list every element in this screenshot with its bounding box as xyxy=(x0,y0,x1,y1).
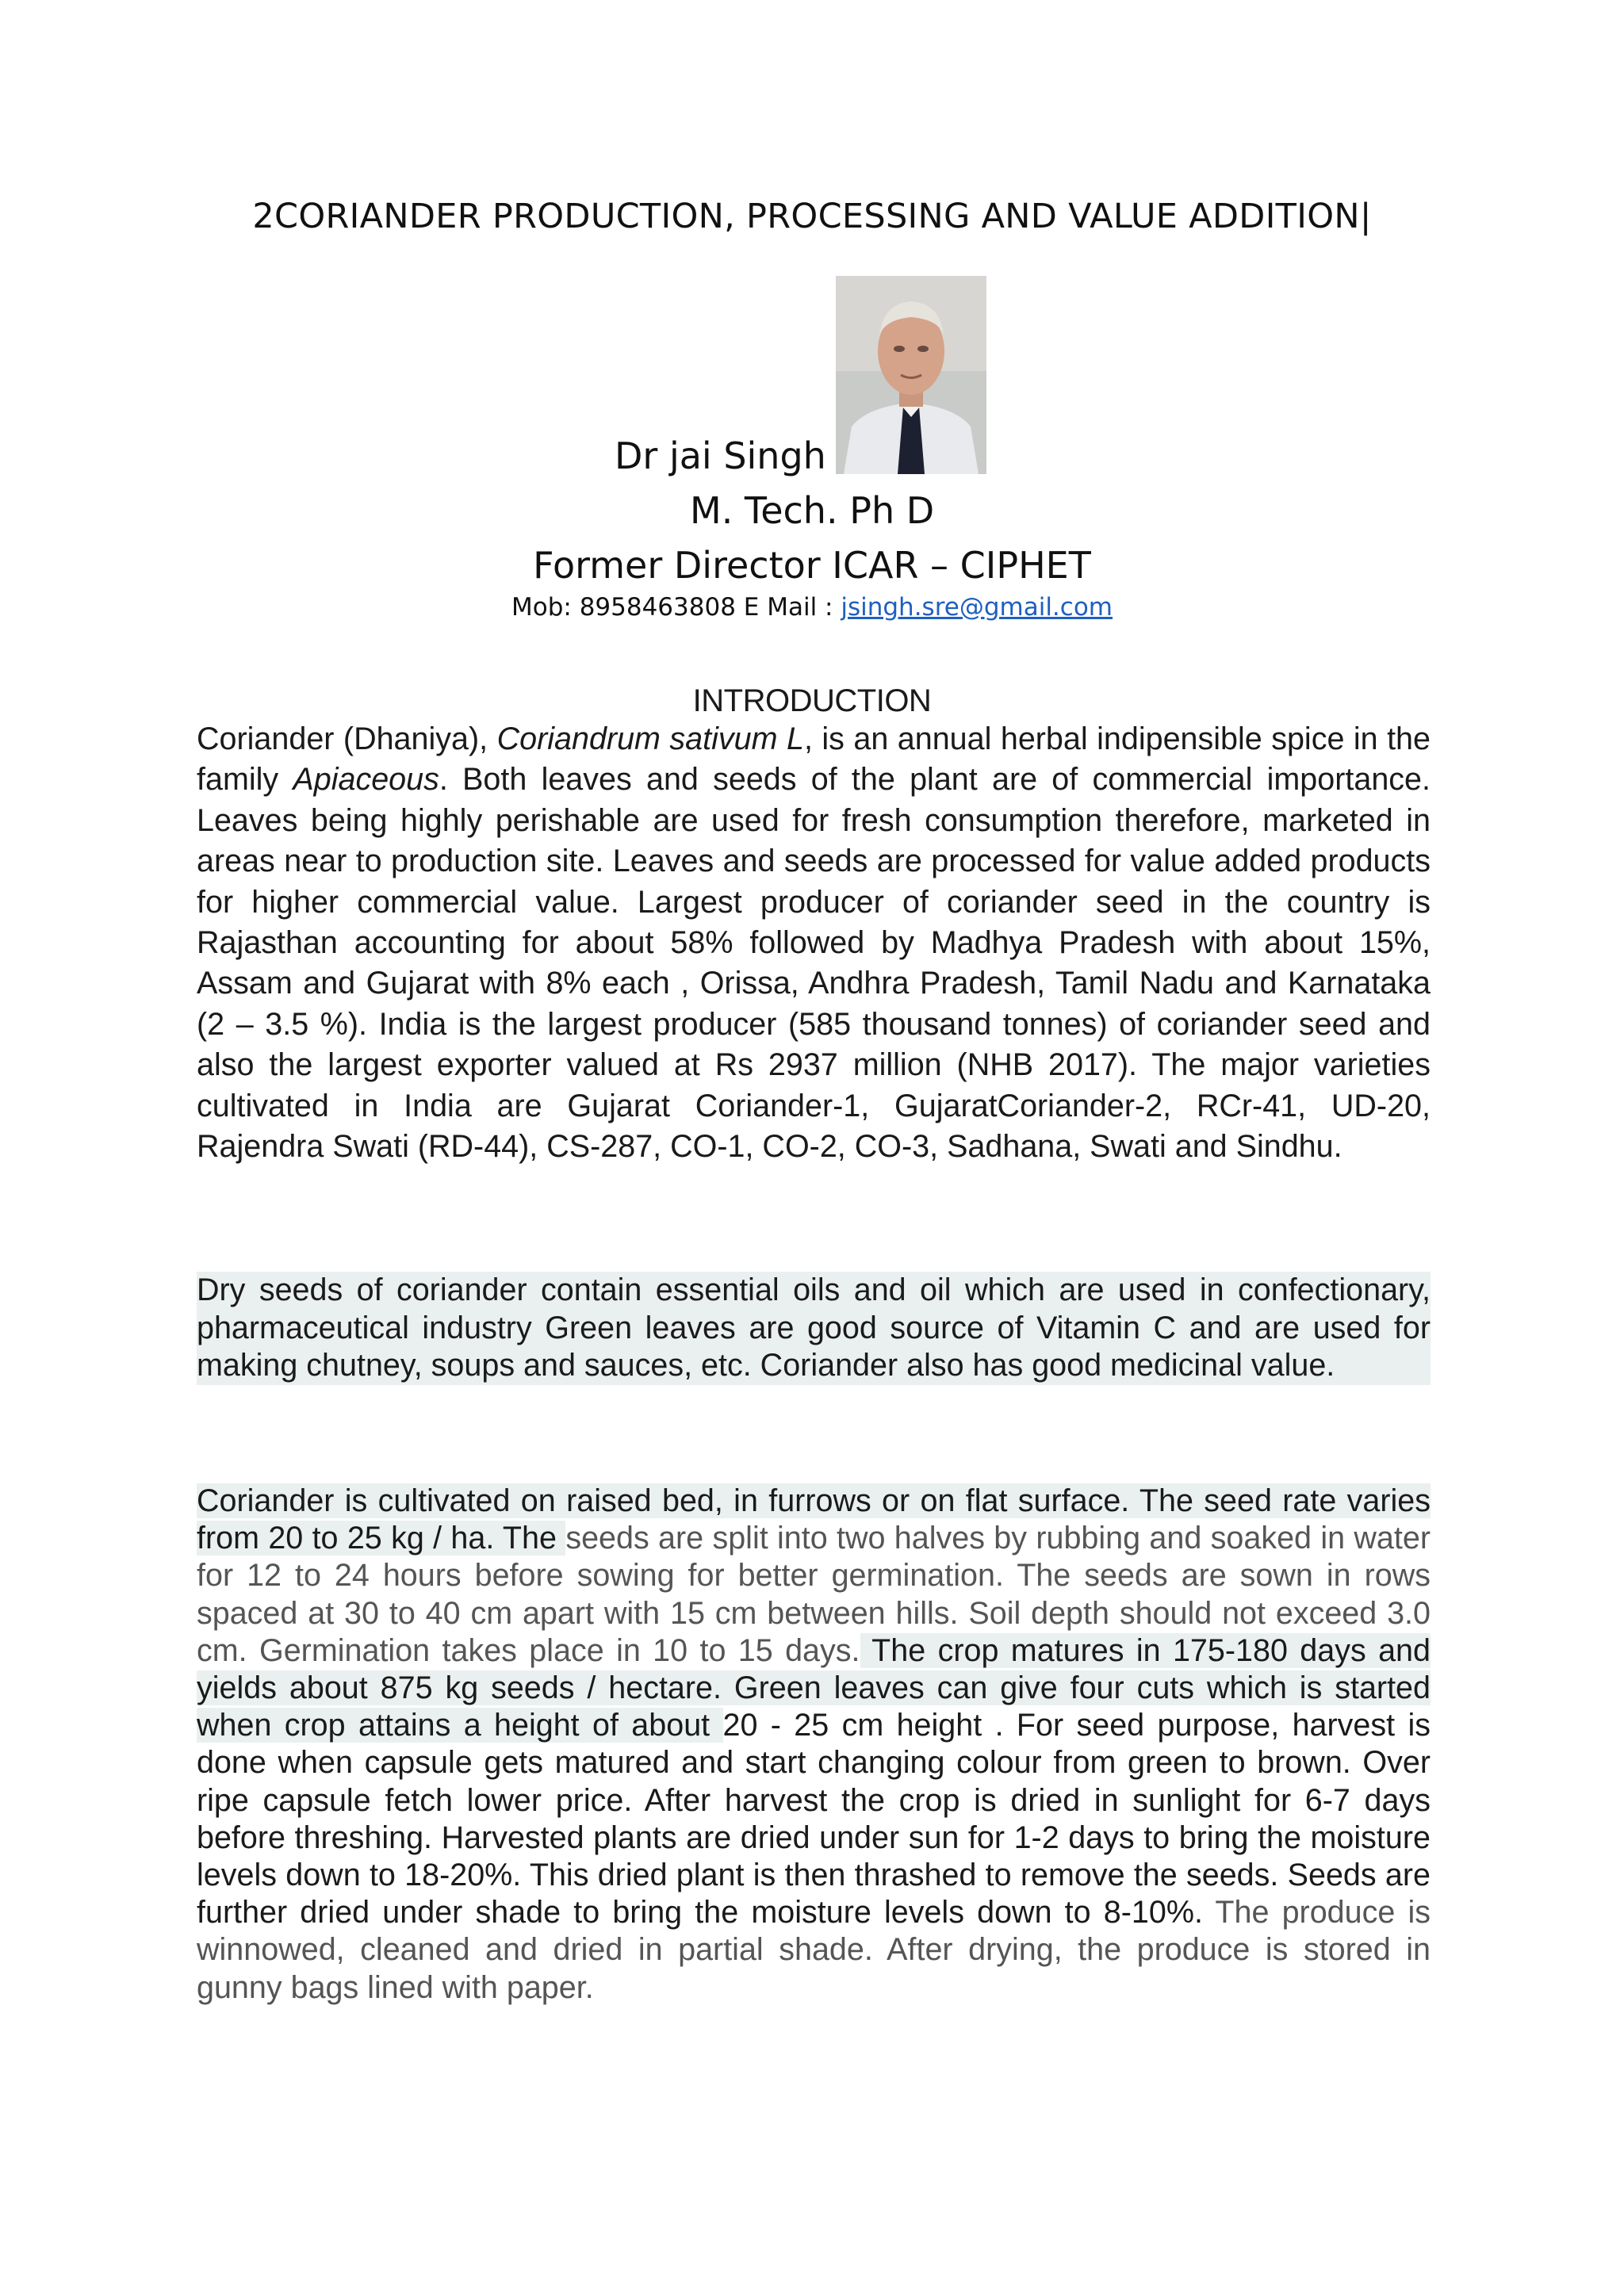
intro-text-2: , is an annual herbal indipensible spice in the family xyxy=(197,721,1431,798)
email-link[interactable]: jsingh.sre@gmail.com xyxy=(841,593,1113,622)
author-photo xyxy=(836,276,986,474)
author-role: Former Director ICAR – CIPHET xyxy=(533,544,1091,587)
author-contact xyxy=(0,593,1624,622)
author-name: Dr jai Singh xyxy=(615,434,826,477)
document-title: 2CORIANDER PRODUCTION, PROCESSING AND VALUE ADDITION| xyxy=(252,197,1372,236)
intro-paragraph xyxy=(197,719,1431,1167)
cultivation-text-a: Coriander is cultivated on raised bed, in furrows or on flat surface. The seed rate varies from 20 to 25 kg / ha. The xyxy=(197,1483,1431,1556)
scientific-name: Coriandrum sativum L xyxy=(496,721,804,756)
intro-text-1: Coriander (Dhaniya), xyxy=(197,721,497,756)
contact-prefix: Mob: 8958463808 E Mail : xyxy=(511,593,841,622)
cultivation-text-d: 20 - 25 cm height . For seed purpose, harvest is done when capsule gets matured and start changing colour from green to brown. Over ripe capsule fetch lower price. After harvest the crop is dried in sunlight for 6-7 days before threshing. Harvested plants are dried under sun for 1-2 days to bring the moisture levels down to 18-20%. This dried plant is then thrashed to remove the seeds. Seeds are further dried under shade to bring the moisture levels down to 8-10%. xyxy=(197,1708,1431,1931)
uses-paragraph: Dry seeds of coriander contain essential oils and oil which are used in confectionary, pharmaceutical industry Green leaves are good source of Vitamin C and are used for making chutney, soups and sauces, etc. Coriander also has good medicinal value. xyxy=(197,1272,1431,1385)
author-degree: M. Tech. Ph D xyxy=(690,489,935,532)
cultivation-text-b: seeds are split into two halves by rubbing and soaked in water for 12 to 24 hours before sowing for better germination. The seeds are sown in rows spaced at 30 to 40 cm apart with 15 cm between hills. Soil depth should not exceed 3.0 cm. Germination takes place in 10 to 15 days. xyxy=(197,1521,1431,1668)
cultivation-paragraph xyxy=(197,1483,1431,2007)
author-portrait-image xyxy=(836,276,986,474)
cultivation-text-c: The crop matures in 175-180 days and yields about 875 kg seeds / hectare. Green leaves can give four cuts which is started when crop attains a height of about xyxy=(197,1632,1431,1743)
intro-text-3: . Both leaves and seeds of the plant are of commercial importance. Leaves being highly perishable are used for fresh consumption therefore, marketed in areas near to production site. Leaves and seeds are processed for value added products for higher commercial value. Largest producer of coriander seed in the country is Rajasthan accounting for about 58% followed by Madhya Pradesh with about 15%, Assam and Gujarat with 8% each , Orissa, Andhra Pradesh, Tamil Nadu and Karnataka (2 – 3.5 %). India is the largest producer (585 thousand tonnes) of coriander seed and also the largest exporter valued at Rs 2937 million (NHB 2017). The major varieties cultivated in India are Gujarat Coriander-1, GujaratCoriander-2, RCr-41, UD-20, Rajendra Swati (RD-44), CS-287, CO-1, CO-2, CO-3, Sadhana, Swati and Sindhu. xyxy=(197,762,1431,1165)
family-name: Apiaceous xyxy=(293,762,439,798)
section-heading: INTRODUCTION xyxy=(692,683,932,718)
cultivation-text-e: The produce is winnowed, cleaned and dried in partial shade. After drying, the produce is stored in gunny bags lined with paper. xyxy=(197,1895,1431,2005)
